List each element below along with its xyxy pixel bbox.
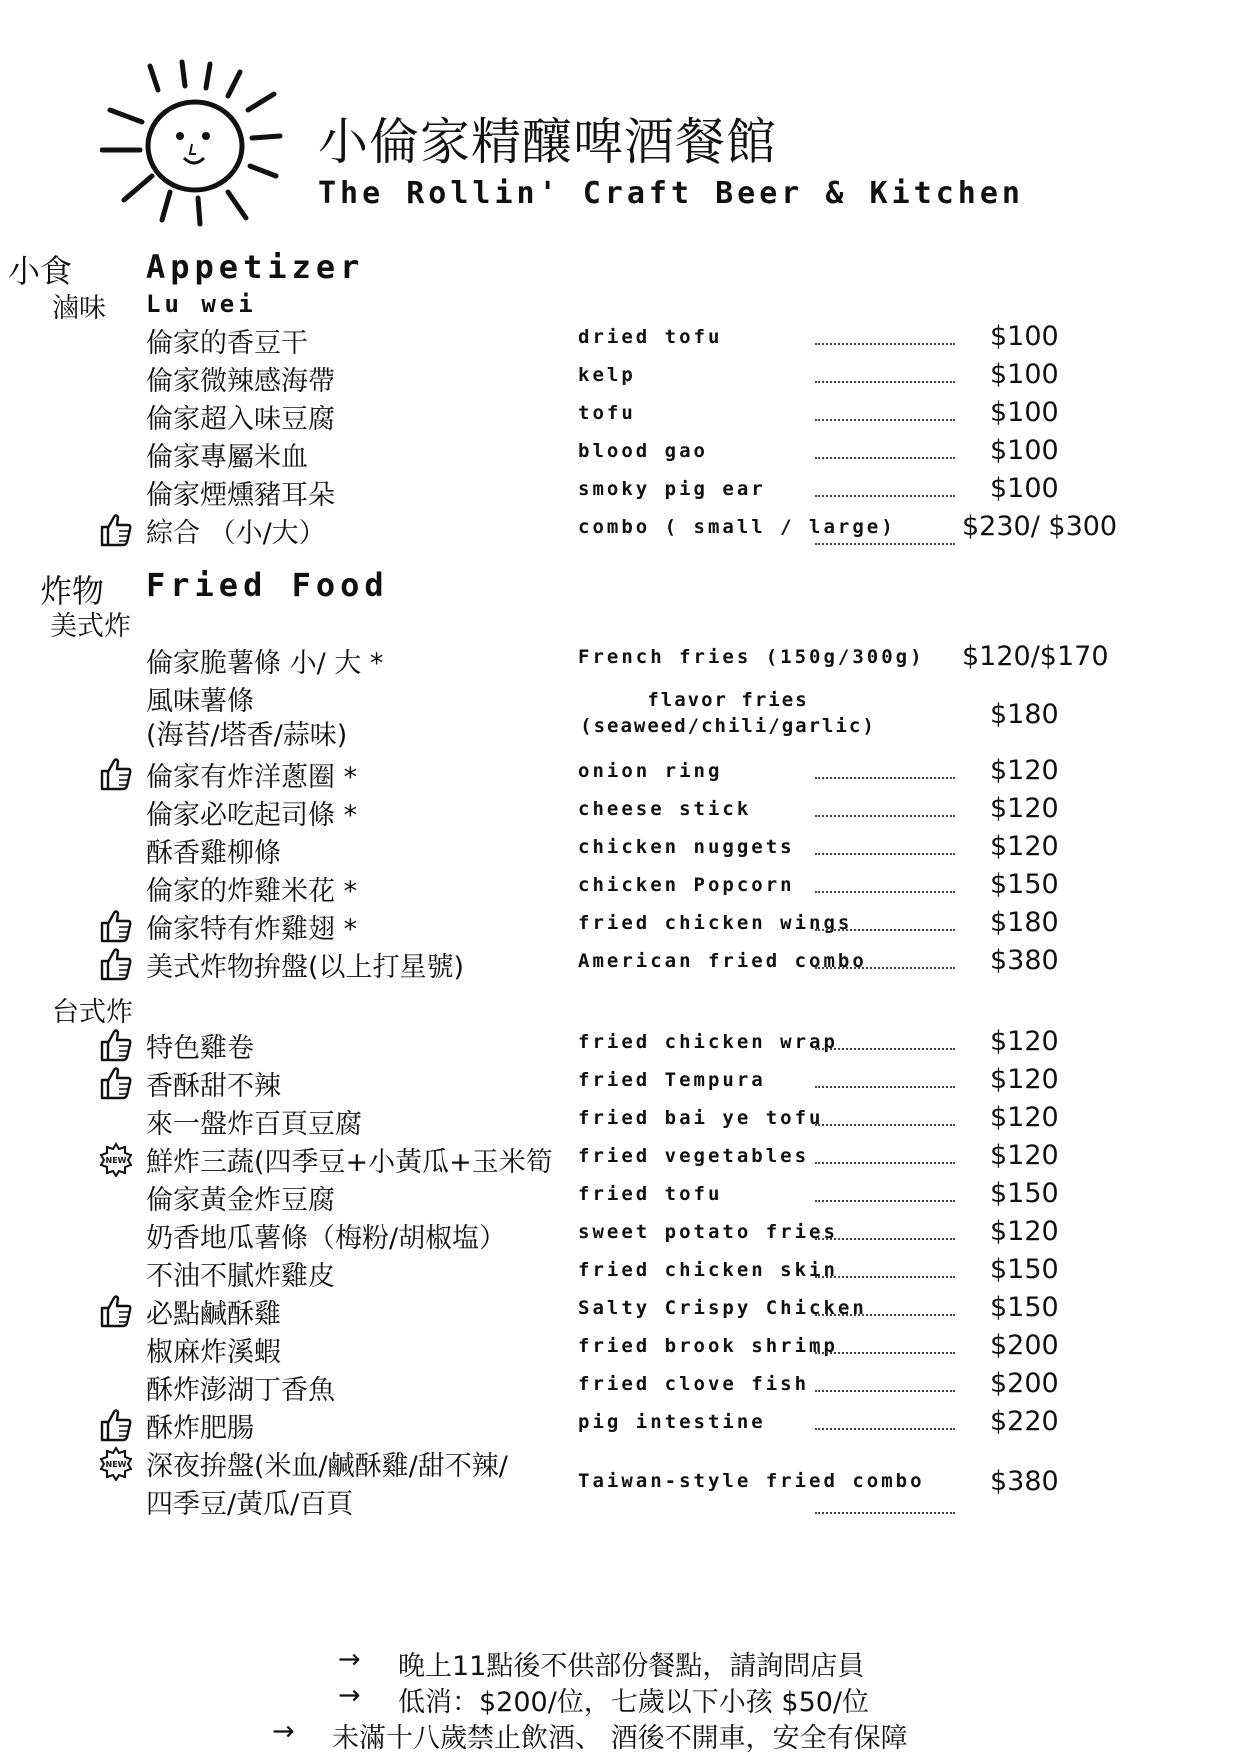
menu-item [0, 641, 1241, 679]
arrow-icon: → [272, 1716, 295, 1747]
item-price: $100 [990, 473, 1059, 504]
item-price: $150 [990, 869, 1059, 900]
subsection-taiwan-zh: 台式炸 [52, 997, 133, 1028]
item-price: $150 [990, 1292, 1059, 1323]
item-name-en: chicken nuggets [578, 836, 795, 858]
item-price: $380 [990, 1466, 1059, 1497]
dotted-leader [815, 419, 955, 421]
subsection-american-zh: 美式炸 [50, 611, 131, 642]
menu-item [0, 1292, 1241, 1330]
section-title-fried-zh: 炸物 [40, 572, 105, 610]
item-name-zh: 美式炸物拚盤(以上打星號) [146, 952, 465, 983]
dotted-leader [815, 967, 955, 969]
item-name-en: blood gao [578, 440, 708, 462]
dotted-leader [815, 1124, 955, 1126]
item-name-zh: 酥香雞柳條 [146, 838, 281, 869]
svg-text:NEW: NEW [105, 1156, 127, 1165]
item-name-en: pig intestine [578, 1411, 766, 1433]
menu-item [0, 831, 1241, 869]
item-price: $230/ $300 [962, 511, 1118, 542]
dotted-leader [815, 1512, 955, 1514]
thumbs-up-icon [98, 1027, 134, 1063]
thumbs-up-icon [98, 512, 134, 548]
item-name-en: fried chicken wings [578, 912, 853, 934]
dotted-leader [815, 891, 955, 893]
item-name-en: American fried combo [578, 950, 867, 972]
item-name-en: combo ( small / large) [578, 516, 896, 538]
item-name-en: fried chicken wrap [578, 1031, 838, 1053]
menu-item [0, 755, 1241, 793]
item-name-en: chicken Popcorn [578, 874, 795, 896]
menu-header [0, 0, 1241, 240]
item-price: $150 [990, 1178, 1059, 1209]
arrow-icon: → [338, 1644, 361, 1675]
item-name-en: kelp [578, 364, 636, 386]
item-name-en: fried tofu [578, 1183, 723, 1205]
note-minimum-charge: 低消：$200/位，七歲以下小孩 $50/位 [398, 1687, 870, 1718]
item-price: $120 [990, 1140, 1059, 1171]
item-price: $100 [990, 359, 1059, 390]
item-name-en: fried chicken skin [578, 1259, 838, 1281]
item-price: $120/$170 [962, 641, 1109, 672]
menu-item [0, 1178, 1241, 1216]
section-title-appetizer-zh: 小食 [8, 252, 73, 290]
item-price: $100 [990, 397, 1059, 428]
item-name-zh: 風味薯條 [146, 686, 254, 717]
dotted-leader [815, 1200, 955, 1202]
item-name-zh-line2: 四季豆/黃瓜/百頁 [146, 1489, 354, 1520]
item-price: $120 [990, 793, 1059, 824]
item-name-zh: 香酥甜不辣 [146, 1071, 281, 1102]
item-name-zh: 奶香地瓜薯條（梅粉/胡椒塩） [146, 1223, 507, 1254]
item-price: $200 [990, 1368, 1059, 1399]
menu-item [0, 511, 1241, 549]
item-name-zh: 倫家有炸洋蔥圈 * [146, 762, 358, 793]
dotted-leader [815, 1238, 955, 1240]
item-name-zh: 椒麻炸溪蝦 [146, 1337, 281, 1368]
menu-item [0, 679, 1241, 755]
menu-item [0, 1026, 1241, 1064]
item-name-en: flavor fries [647, 689, 809, 711]
thumbs-up-icon [98, 908, 134, 944]
item-price: $200 [990, 1330, 1059, 1361]
item-name-en: fried Tempura [578, 1069, 766, 1091]
item-name-zh: 綜合 （小/大） [146, 518, 326, 549]
menu-item [0, 435, 1241, 473]
menu-item [0, 1064, 1241, 1102]
thumbs-up-icon [98, 1293, 134, 1329]
arrow-icon: → [338, 1680, 361, 1711]
item-price: $150 [990, 1254, 1059, 1285]
item-name-zh-line2: (海苔/塔香/蒜味) [146, 720, 348, 751]
item-name-en: fried clove fish [578, 1373, 810, 1395]
dotted-leader [815, 853, 955, 855]
item-name-en: fried brook shrimp [578, 1335, 838, 1357]
item-price: $120 [990, 831, 1059, 862]
menu-item [0, 1368, 1241, 1406]
dotted-leader [815, 1086, 955, 1088]
note-late-night: 晚上11點後不供部份餐點，請詢問店員 [398, 1651, 865, 1682]
menu-item [0, 1330, 1241, 1368]
menu-item [0, 793, 1241, 831]
restaurant-name-en: The Rollin' Craft Beer & Kitchen [318, 176, 1024, 211]
item-price: $220 [990, 1406, 1059, 1437]
thumbs-up-icon [98, 756, 134, 792]
item-name-en-line2: (seaweed/chili/garlic) [580, 715, 876, 737]
dotted-leader [815, 1314, 955, 1316]
item-price: $100 [990, 435, 1059, 466]
new-badge-icon [98, 1141, 134, 1177]
item-name-zh: 倫家黃金炸豆腐 [146, 1185, 335, 1216]
item-name-en: sweet potato fries [578, 1221, 838, 1243]
dotted-leader [815, 343, 955, 345]
item-name-en: fried bai ye tofu [578, 1107, 824, 1129]
item-price: $380 [990, 945, 1059, 976]
dotted-leader [815, 495, 955, 497]
dotted-leader [815, 457, 955, 459]
item-price: $180 [990, 699, 1059, 730]
item-price: $120 [990, 1102, 1059, 1133]
item-price: $100 [990, 321, 1059, 352]
item-price: $120 [990, 1216, 1059, 1247]
item-name-zh: 倫家脆薯條 小/ 大 * [146, 648, 384, 679]
item-name-zh: 來一盤炸百頁豆腐 [146, 1109, 362, 1140]
dotted-leader [815, 1276, 955, 1278]
item-name-zh: 倫家專屬米血 [146, 442, 308, 473]
menu-item [0, 397, 1241, 435]
item-name-zh: 倫家超入味豆腐 [146, 404, 335, 435]
item-name-zh: 酥炸澎湖丁香魚 [146, 1375, 335, 1406]
item-name-en: dried tofu [578, 326, 723, 348]
menu-item [0, 1216, 1241, 1254]
menu-item [0, 1444, 1241, 1524]
dotted-leader [815, 1048, 955, 1050]
section-title-appetizer-en: Appetizer [146, 248, 365, 286]
dotted-leader [815, 815, 955, 817]
new-badge-icon [98, 1445, 134, 1481]
dotted-leader [815, 777, 955, 779]
section-title-fried-en: Fried Food [146, 566, 389, 604]
menu-item [0, 1102, 1241, 1140]
thumbs-up-icon [98, 946, 134, 982]
item-name-zh: 倫家特有炸雞翅 * [146, 914, 358, 945]
item-price: $120 [990, 1026, 1059, 1057]
restaurant-name-zh: 小倫家精釀啤酒餐館 [318, 113, 777, 171]
item-name-en: fried vegetables [578, 1145, 810, 1167]
menu-item [0, 1254, 1241, 1292]
subsection-luwei-zh: 滷味 [52, 293, 106, 324]
menu-item [0, 945, 1241, 983]
menu-item [0, 869, 1241, 907]
thumbs-up-icon [98, 1065, 134, 1101]
item-name-zh: 倫家的香豆干 [146, 328, 308, 359]
dotted-leader [815, 1162, 955, 1164]
item-name-en: cheese stick [578, 798, 752, 820]
note-drinking-age: 未滿十八歲禁止飲酒、 酒後不開車，安全有保障 [332, 1723, 908, 1754]
item-name-zh: 倫家必吃起司條 * [146, 800, 358, 831]
dotted-leader [815, 1428, 955, 1430]
item-name-zh: 鮮炸三蔬(四季豆+小黃瓜+玉米筍 [146, 1147, 553, 1178]
sun-face-logo [100, 58, 290, 228]
menu-item [0, 1406, 1241, 1444]
item-name-zh: 必點鹹酥雞 [146, 1299, 281, 1330]
menu-item [0, 321, 1241, 359]
item-name-zh: 酥炸肥腸 [146, 1413, 254, 1444]
item-name-zh: 深夜拚盤(米血/鹹酥雞/甜不辣/ [146, 1451, 508, 1482]
menu-item [0, 1140, 1241, 1178]
dotted-leader [815, 543, 955, 545]
item-price: $180 [990, 907, 1059, 938]
item-name-en: tofu [578, 402, 636, 424]
dotted-leader [815, 381, 955, 383]
item-name-zh: 倫家的炸雞米花 * [146, 876, 358, 907]
item-name-zh: 特色雞卷 [146, 1033, 254, 1064]
item-name-en: onion ring [578, 760, 723, 782]
item-name-en: French fries (150g/300g) [578, 646, 925, 668]
thumbs-up-icon [98, 1407, 134, 1443]
subsection-luwei-en: Lu wei [146, 290, 257, 318]
menu-item [0, 473, 1241, 511]
menu-item [0, 359, 1241, 397]
item-name-en: Taiwan-style fried combo [578, 1470, 925, 1492]
dotted-leader [815, 1390, 955, 1392]
item-name-zh: 不油不膩炸雞皮 [146, 1261, 335, 1292]
item-price: $120 [990, 1064, 1059, 1095]
item-price: $120 [990, 755, 1059, 786]
svg-text:NEW: NEW [105, 1460, 127, 1469]
item-name-zh: 倫家煙燻豬耳朵 [146, 480, 335, 511]
item-name-en: smoky pig ear [578, 478, 766, 500]
item-name-zh: 倫家微辣感海帶 [146, 366, 335, 397]
dotted-leader [815, 1352, 955, 1354]
dotted-leader [815, 929, 955, 931]
item-name-en: Salty Crispy Chicken [578, 1297, 867, 1319]
menu-item [0, 907, 1241, 945]
